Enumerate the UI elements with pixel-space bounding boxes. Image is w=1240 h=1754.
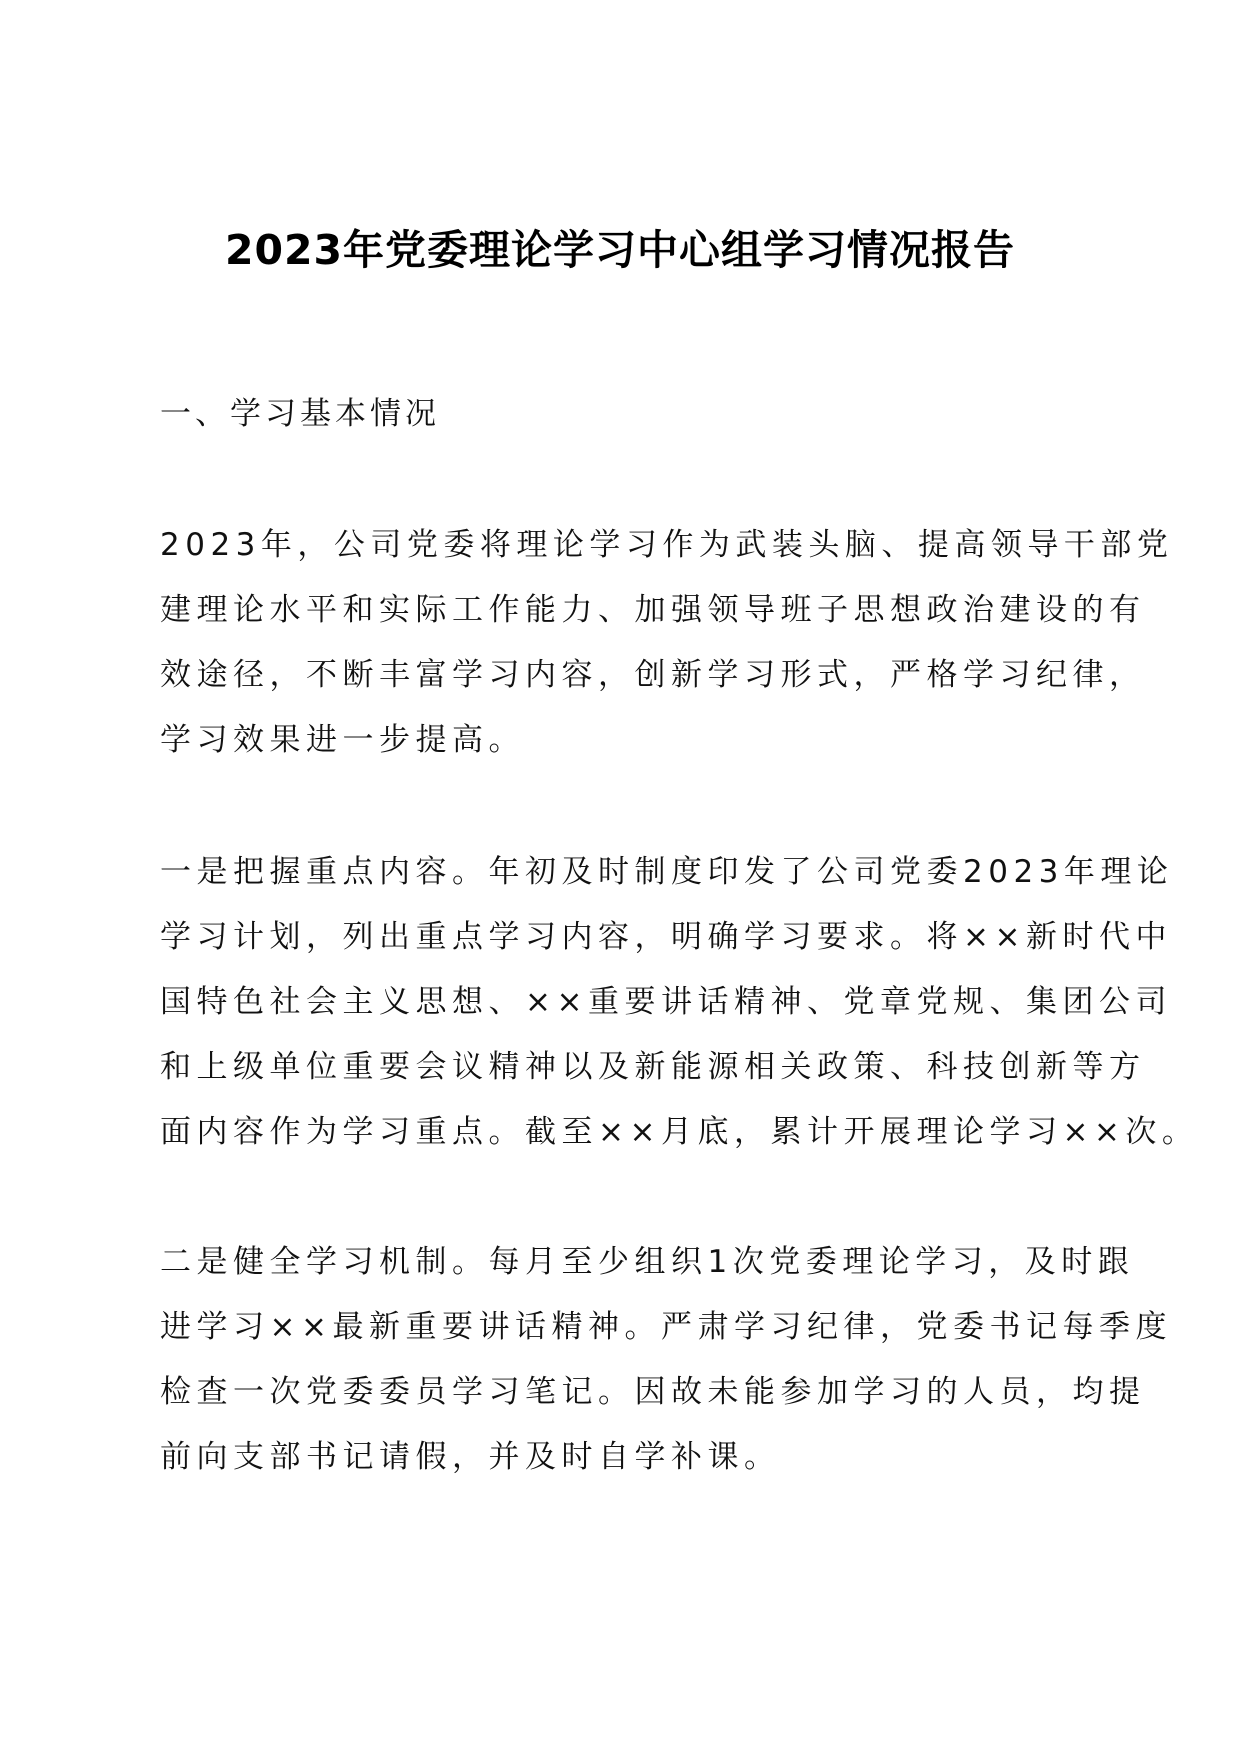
paragraph-line: 检查一次党委委员学习笔记。因故未能参加学习的人员，均提 <box>160 1374 1146 1410</box>
paragraph-line: 建理论水平和实际工作能力、加强领导班子思想政治建设的有 <box>160 592 1146 628</box>
paragraph-overview <box>160 513 1174 773</box>
paragraph-mechanism <box>160 1230 1172 1490</box>
paragraph-line: 学习计划，列出重点学习内容，明确学习要求。将××新时代中 <box>160 919 1172 955</box>
paragraph-line: 面内容作为学习重点。截至××月底，累计开展理论学习××次。 <box>160 1114 1199 1150</box>
paragraph-line: 一是把握重点内容。年初及时制度印发了公司党委2023年理论 <box>160 854 1174 890</box>
section-heading: 一、学习基本情况 <box>160 396 440 432</box>
paragraph-key-content <box>160 840 1199 1165</box>
document-title: 2023年党委理论学习中心组学习情况报告 <box>224 226 1016 274</box>
paragraph-line: 和上级单位重要会议精神以及新能源相关政策、科技创新等方 <box>160 1049 1146 1085</box>
paragraph-line: 效途径，不断丰富学习内容，创新学习形式，严格学习纪律， <box>160 657 1146 693</box>
paragraph-line: 前向支部书记请假，并及时自学补课。 <box>160 1439 781 1475</box>
paragraph-line: 2023年，公司党委将理论学习作为武装头脑、提高领导干部党 <box>160 527 1174 563</box>
paragraph-line: 国特色社会主义思想、××重要讲话精神、党章党规、集团公司 <box>160 984 1172 1020</box>
paragraph-line: 学习效果进一步提高。 <box>160 722 525 758</box>
paragraph-line: 二是健全学习机制。每月至少组织1次党委理论学习，及时跟 <box>160 1244 1135 1280</box>
paragraph-line: 进学习××最新重要讲话精神。严肃学习纪律，党委书记每季度 <box>160 1309 1172 1345</box>
